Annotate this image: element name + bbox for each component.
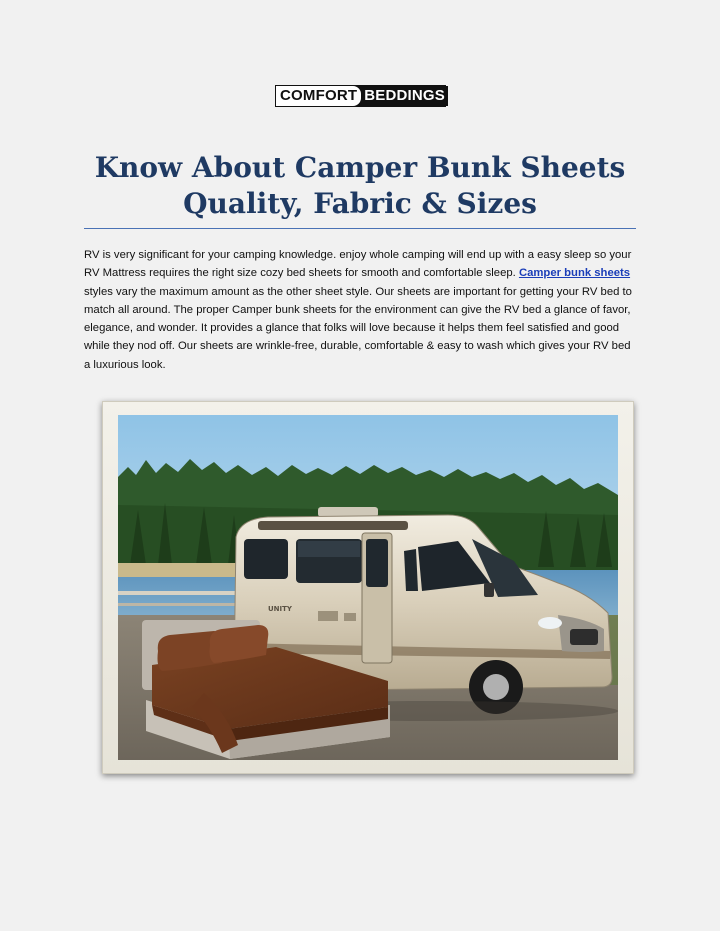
paragraph-text-start: RV is very significant for your camping knowledge. enjoy whole camping will end up with a easy sleep so your RV Mattress requires the right size cozy bed sheets for smooth and comfortable sleep. <box>84 249 632 280</box>
logo-comfort: COMFORT <box>276 86 361 106</box>
title-line-2: Quality, Fabric & Sizes <box>183 187 537 220</box>
rv-bed-photo <box>118 415 618 760</box>
camper-bunk-sheets-link[interactable]: Camper bunk sheets <box>518 267 631 280</box>
title-divider <box>84 228 636 229</box>
logo-beddings: BEDDINGS <box>361 86 448 106</box>
rv-badge: UNITY <box>268 605 292 613</box>
product-photo-frame <box>102 401 634 774</box>
page-title <box>84 150 636 222</box>
title-line-1: Know About Camper Bunk Sheets <box>94 151 626 184</box>
paragraph-text-end: styles vary the maximum amount as the other sheet style. Our sheets are important for getting your RV bed to match all around. The proper Camper bunk sheets for the environment can give the RV bed a glance of favor, elegance, and wonder. It provides a glance that folks will love because it helps them feel satisfied and good while they nod off. Our sheets are wrinkle-free, durable, comfortable & easy to wash which gives your RV bed a luxurious look. <box>84 285 632 371</box>
brand-logo <box>275 85 446 107</box>
intro-paragraph <box>84 246 636 374</box>
